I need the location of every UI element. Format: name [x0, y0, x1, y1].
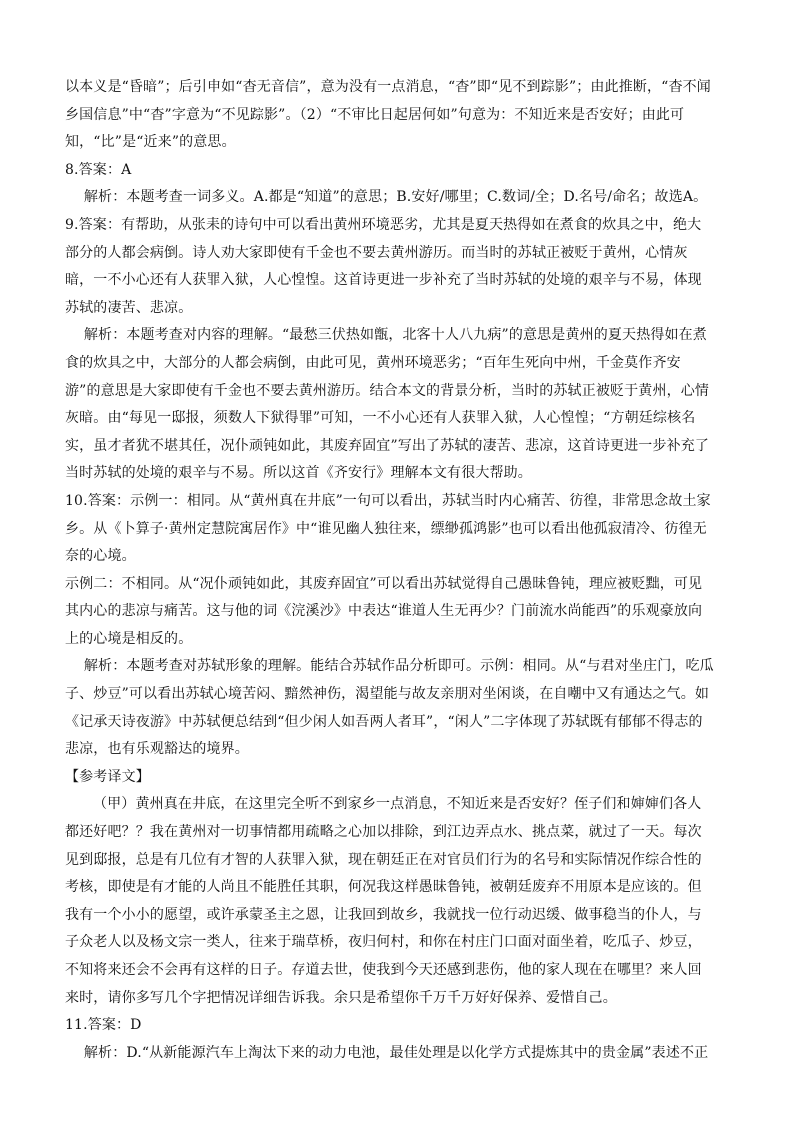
- answer-10: 10.答案：示例一：相同。从“黄州真在井底”一句可以看出，苏轼当时内心痛苦、彷徨，非常思念故土家乡。从《卜算子·黄州定慧院寓居作》中“谁见幽人独往来，缥缈孤鸿影”也可以看出他孤寂清冷、彷徨无奈的心境。: [65, 492, 711, 565]
- answer-10-example-2: 示例二：不相同。从“况仆顽钝如此，其废弃固宜”可以看出苏轼觉得自己愚昧鲁钝，理应被贬黜，可见其内心的悲凉与痛苦。这与他的词《浣溪沙》中表达“谁道人生无再少？门前流水尚能西”的乐观豪放向上的心境是相反的。: [65, 575, 703, 647]
- answer-11: 11.答案：D: [65, 1017, 142, 1034]
- analysis-11: 解析：D.“从新能源汽车上淘汰下来的动力电池，最佳处理是以化学方式提炼其中的贵金属”表述不正: [83, 1044, 709, 1061]
- reference-translation-title: 【参考译文】: [65, 768, 150, 785]
- analysis-9: 解析：本题考查对内容的理解。“最愁三伏热如甑，北客十人八九病”的意思是黄州的夏天热得如在煮食的炊具之中，大部分的人都会病倒，由此可见，黄州环境恶劣；“百年生死向中州，千金莫作齐安游”的意思是大家即使有千金也不要去黄州游历。结合本文的背景分析，当时的苏轼正被贬于黄州，心情灰暗。由“每见一邸报，须数人下狱得罪”可知，一不小心还有人获罪入狱，人心惶惶；“方朝廷综核名实，虽才者犹不堪其任，况仆顽钝如此，其废弃固宜”写出了苏轼的凄苦、悲凉，这首诗更进一步补充了当时苏轼的处境的艰辛与不易。所以这首《齐安行》理解本文有很大帮助。: [65, 327, 710, 482]
- paragraph-continuation: 以本义是“昏暗”；后引申如“杳无音信”，意为没有一点消息，“杳”即“见不到踪影”；由此推断，“杳不闻乡国信息”中“杳”字意为“不见踪影”。（2）“不审比日起居何如”句意为：不知近来是否安好；由此可知，“比”是“近来”的意思。: [65, 79, 711, 151]
- reference-translation: （甲）黄州真在井底，在这里完全听不到家乡一点消息，不知近来是否安好？侄子们和婶婶们各人都还好吧？？我在黄州对一切事情都用疏略之心加以排除，到江边弄点水、挑点菜，就过了一天。每次见到邸报，总是有几位有才智的人获罪入狱，现在朝廷正在对官员们行为的名号和实际情况作综合性的考核，即使是有才能的人尚且不能胜任其职，何况我这样愚昧鲁钝，被朝廷废弃不用原本是应该的。但我有一个小小的愿望，或许承蒙圣主之恩，让我回到故乡，我就找一位行动迟缓、做事稳当的仆人，与子众老人以及杨文宗一类人，往来于瑞草桥，夜归何村，和你在村庄门口面对面坐着，吃瓜子、炒豆，不知将来还会不会再有这样的日子。存道去世，使我到今天还感到悲伤，他的家人现在在哪里？来人回来时，请你多写几个字把情况详细告诉我。余只是希望你千万千万好好保养、爱惜自己。: [65, 796, 702, 1006]
- answer-8: 8.答案：A: [65, 161, 132, 178]
- analysis-10: 解析：本题考查对苏轼形象的理解。能结合苏轼作品分析即可。示例：相同。从“与君对坐庄门，吃瓜子、炒豆”可以看出苏轼心境苦闷、黯然神伤，渴望能与故友亲朋对坐闲谈，在自嘲中又有通达之气。如《记承天诗夜游》中苏轼便总结到“但少闲人如吾两人者耳”，“闲人”二字体现了苏轼既有郁郁不得志的悲凉，也有乐观豁达的境界。: [65, 658, 714, 758]
- analysis-8: 解析：本题考查一词多义。A.都是“知道”的意思；B.安好/哪里；C.数词/全；D.名号/命名；故选A。: [83, 189, 708, 206]
- answer-9: 9.答案：有帮助，从张耒的诗句中可以看出黄州环境恶劣，尤其是夏天热得如在煮食的炊具之中，绝大部分的人都会病倒。诗人劝大家即使有千金也不要去黄州游历。而当时的苏轼正被贬于黄州，心情灰暗，一不小心还有人获罪入狱，人心惶惶。这首诗更进一步补充了当时苏轼的处境的艰辛与不易，体现苏轼的凄苦、悲凉。: [65, 216, 702, 316]
